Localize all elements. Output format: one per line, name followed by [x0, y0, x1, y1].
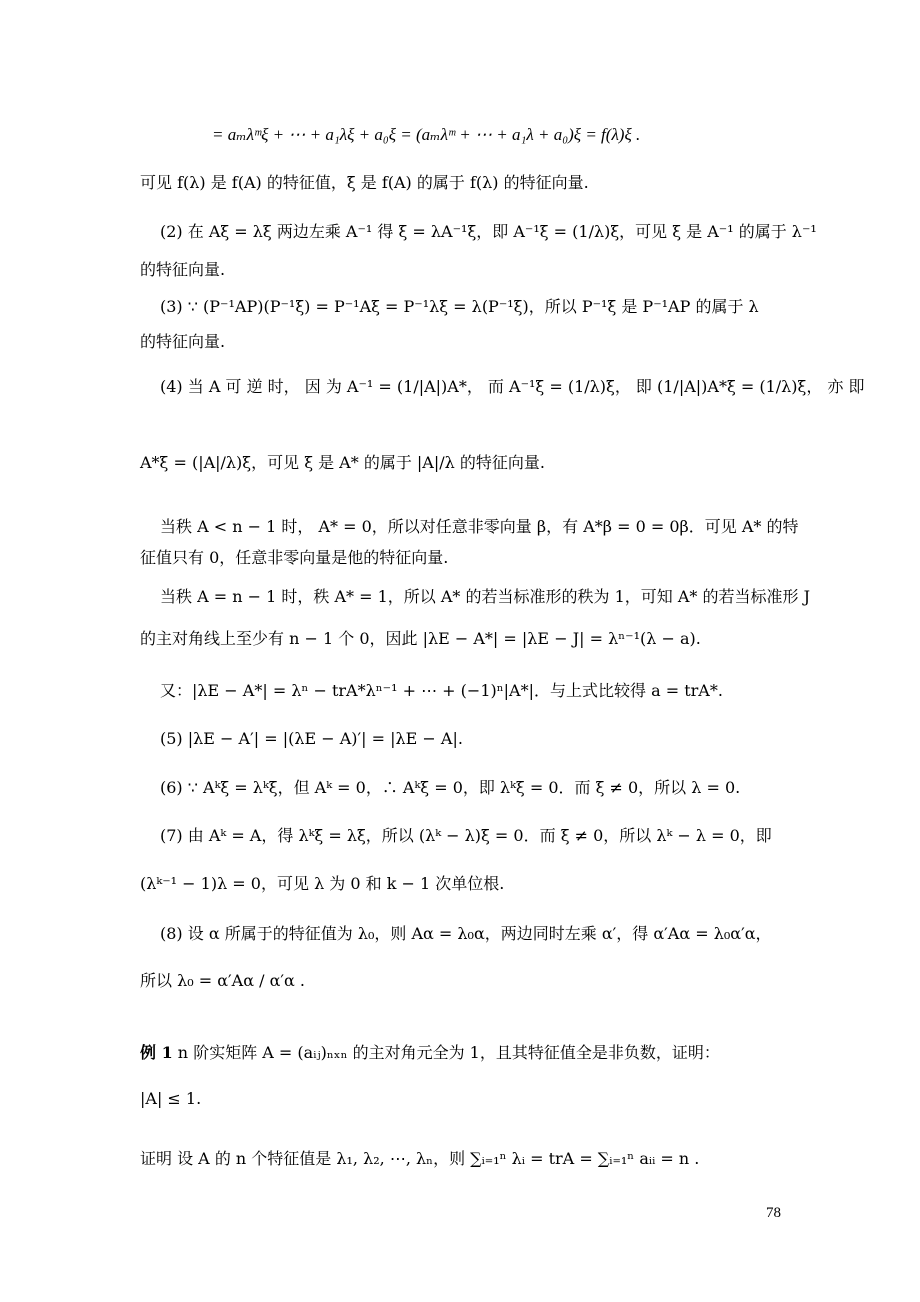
equation-line-1: = aₘλᵐξ + ⋯ + a₁λξ + a₀ξ = (aₘλᵐ + ⋯ + a₁λ + a₀)ξ = f(λ)ξ . [212, 125, 641, 144]
text-line-7: (4) 当 A 可 逆 时， 因 为 A⁻¹ = (1/|A|)A*， 而 A⁻¹ξ = (1/λ)ξ， 即 (1/|A|)A*ξ = (1/λ)ξ， 亦 即 [160, 377, 865, 396]
text-line-15: (6) ∵ Aᵏξ = λᵏξ，但 Aᵏ = 0，∴ Aᵏξ = 0，即 λᵏξ = 0．而 ξ ≠ 0，所以 λ = 0. [160, 778, 741, 797]
text-line-21: |A| ≤ 1. [140, 1089, 202, 1108]
text-line-2: 可见 f(λ) 是 f(A) 的特征值，ξ 是 f(A) 的属于 f(λ) 的特征向量. [140, 173, 589, 192]
text-line-5: (3) ∵ (P⁻¹AP)(P⁻¹ξ) = P⁻¹Aξ = P⁻¹λξ = λ(P⁻¹ξ)，所以 P⁻¹ξ 是 P⁻¹AP 的属于 λ [160, 297, 759, 316]
text-line-3: (2) 在 Aξ = λξ 两边左乘 A⁻¹ 得 ξ = λA⁻¹ξ，即 A⁻¹ξ = (1/λ)ξ，可见 ξ 是 A⁻¹ 的属于 λ⁻¹ [160, 222, 817, 241]
text-line-13: 又：|λE − A*| = λⁿ − trA*λⁿ⁻¹ + ⋯ + (−1)ⁿ|A*|．与上式比较得 a = trA*. [160, 681, 723, 700]
example-label: 例 1 [140, 1043, 173, 1062]
text-line-22: 证明 设 A 的 n 个特征值是 λ₁, λ₂, ⋯, λₙ，则 ∑ᵢ₌₁ⁿ λᵢ = trA = ∑ᵢ₌₁ⁿ aᵢᵢ = n . [140, 1149, 700, 1168]
text-line-8: A*ξ = (|A|/λ)ξ，可见 ξ 是 A* 的属于 |A|/λ 的特征向量. [140, 453, 545, 472]
text-line-4: 的特征向量. [140, 260, 226, 279]
text-line-18: (8) 设 α 所属于的特征值为 λ₀，则 Aα = λ₀α，两边同时左乘 α′，得 α′Aα = λ₀α′α， [160, 924, 772, 943]
text-line-10: 征值只有 0，任意非零向量是他的特征向量. [140, 548, 449, 567]
text-line-19: 所以 λ₀ = α′Aα / α′α . [140, 971, 305, 990]
text-line-14: (5) |λE − A′| = |(λE − A)′| = |λE − A|. [160, 729, 463, 748]
text-line-11: 当秩 A = n − 1 时，秩 A* = 1，所以 A* 的若当标准形的秩为 1，可知 A* 的若当标准形 J [160, 587, 810, 606]
text-line-9: 当秩 A < n − 1 时， A* = 0，所以对任意非零向量 β，有 A*β = 0 = 0β．可见 A* 的特 [160, 517, 799, 536]
text-line-17: (λᵏ⁻¹ − 1)λ = 0，可见 λ 为 0 和 k − 1 次单位根. [140, 874, 505, 893]
text-line-20: 例 1 n 阶实矩阵 A = (aᵢⱼ)ₙₓₙ 的主对角元全为 1，且其特征值全是非负数，证明： [140, 1043, 720, 1062]
text-line-16: (7) 由 Aᵏ = A，得 λᵏξ = λξ，所以 (λᵏ − λ)ξ = 0．而 ξ ≠ 0，所以 λᵏ − λ = 0，即 [160, 826, 772, 845]
text-line-6: 的特征向量. [140, 332, 226, 351]
page-number: 78 [766, 1205, 781, 1221]
text-line-12: 的主对角线上至少有 n − 1 个 0，因此 |λE − A*| = |λE − J| = λⁿ⁻¹(λ − a). [140, 629, 701, 648]
